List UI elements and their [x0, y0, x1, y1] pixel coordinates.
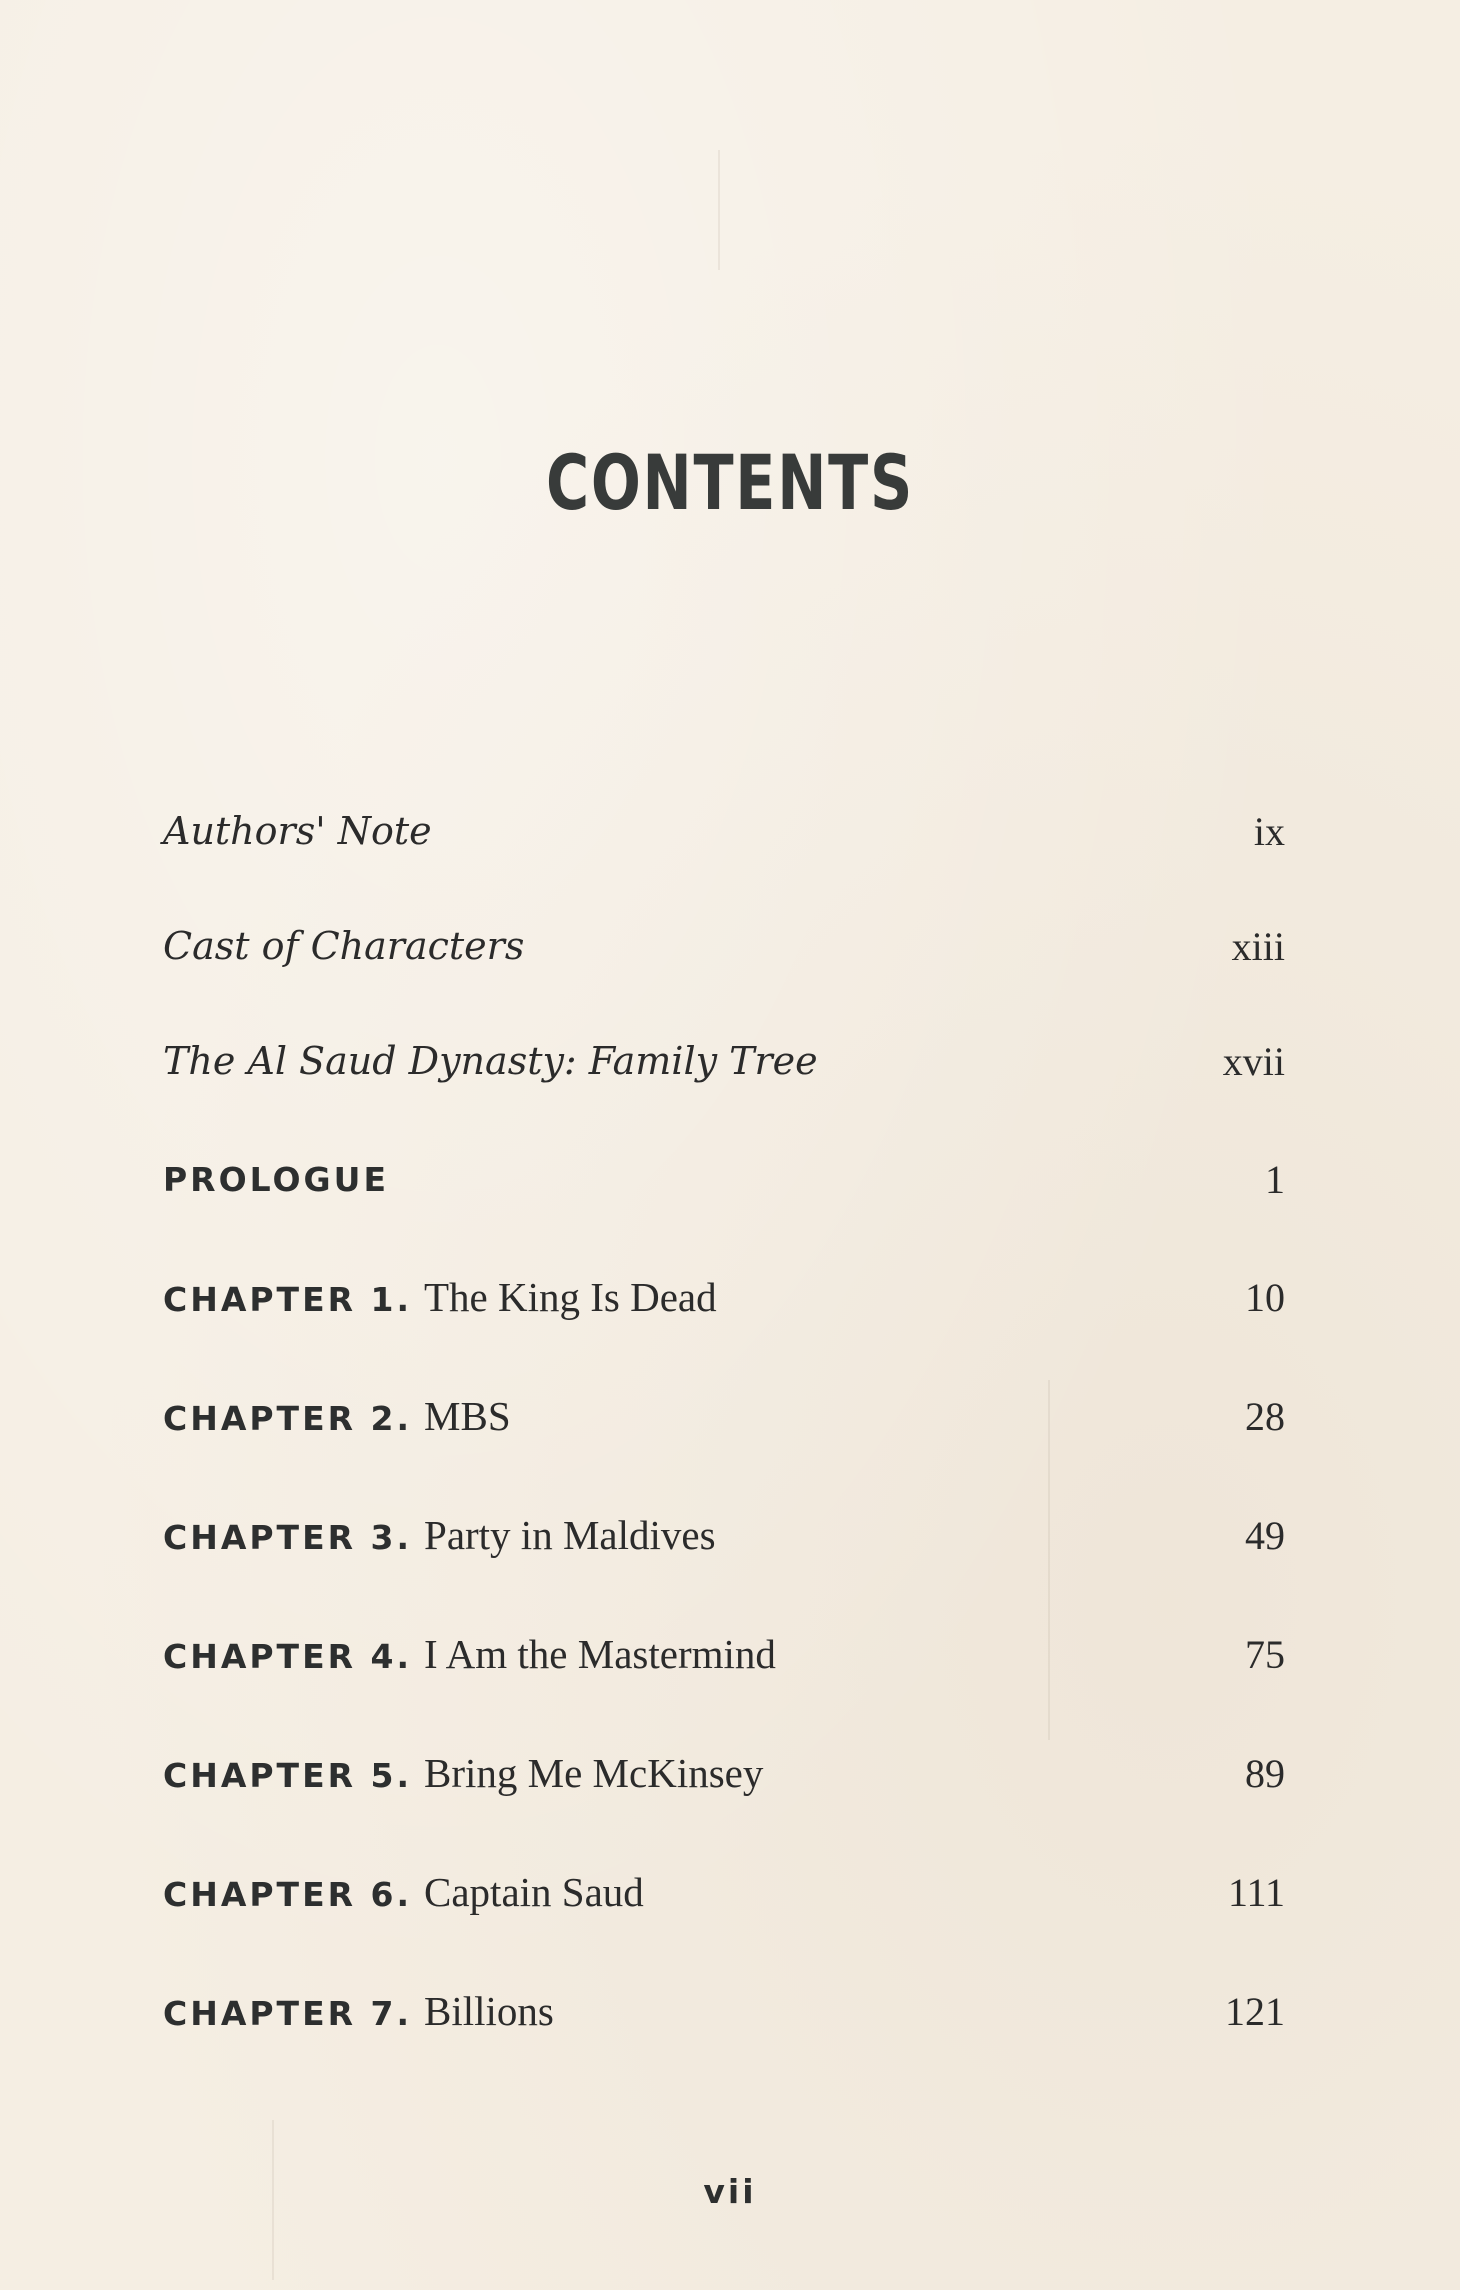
toc-entry-prologue	[163, 1144, 1285, 1214]
toc-entry-label: CHAPTER 4.	[163, 1637, 413, 1676]
toc-entry-page: 10	[1245, 1274, 1285, 1320]
toc-entry-page: 121	[1225, 1988, 1285, 2034]
toc-entry-chapter	[163, 1738, 1285, 1808]
toc-entry-chapter	[163, 1619, 1285, 1689]
toc-entry-title: Billions	[424, 1988, 554, 2034]
toc-entry-label: PROLOGUE	[163, 1159, 389, 1199]
toc-entry-label: CHAPTER 5.	[163, 1756, 413, 1795]
toc-entry-chapter	[163, 1381, 1285, 1451]
toc-entry-front-matter	[163, 1026, 1285, 1096]
toc-entry-page: 1	[1265, 1156, 1285, 1202]
toc-entry-chapter	[163, 1976, 1285, 2046]
page-title: CONTENTS	[545, 438, 915, 527]
toc-entry-chapter	[163, 1857, 1285, 1927]
toc-entry-title: Party in Maldives	[424, 1512, 716, 1558]
toc-entry-front-matter	[163, 796, 1285, 866]
toc-entry-label: CHAPTER 1.	[163, 1280, 413, 1319]
toc-entry-title: Authors' Note	[163, 809, 432, 853]
toc-entry-label: CHAPTER 3.	[163, 1518, 413, 1557]
page-number: vii	[703, 2172, 757, 2211]
toc-entry-page: 111	[1227, 1869, 1285, 1915]
toc-entry-title: Bring Me McKinsey	[424, 1750, 764, 1796]
toc-entry-page: xiii	[1231, 923, 1285, 969]
toc-entry-title: I Am the Mastermind	[424, 1631, 776, 1677]
paper-crease	[718, 150, 720, 270]
toc-entry-page: xvii	[1222, 1038, 1285, 1084]
toc-entry-page: 49	[1245, 1512, 1285, 1558]
toc-entry-page: 75	[1245, 1631, 1285, 1677]
toc-entry-title: Captain Saud	[424, 1869, 644, 1915]
toc-entry-label: CHAPTER 2.	[163, 1399, 413, 1438]
toc-entry-chapter	[163, 1500, 1285, 1570]
toc-entry-label: CHAPTER 6.	[163, 1875, 413, 1914]
toc-entry-page: 89	[1245, 1750, 1285, 1796]
toc-entry-title: Cast of Characters	[163, 924, 525, 968]
toc-entry-title: MBS	[424, 1393, 511, 1439]
toc-entry-title: The Al Saud Dynasty: Family Tree	[163, 1039, 818, 1083]
toc-entry-label: CHAPTER 7.	[163, 1994, 413, 2033]
toc-entry-page: ix	[1253, 808, 1285, 854]
toc-entry-chapter	[163, 1262, 1285, 1332]
toc-entry-front-matter	[163, 911, 1285, 981]
toc-entry-page: 28	[1245, 1393, 1285, 1439]
toc-entry-title: The King Is Dead	[424, 1274, 717, 1320]
